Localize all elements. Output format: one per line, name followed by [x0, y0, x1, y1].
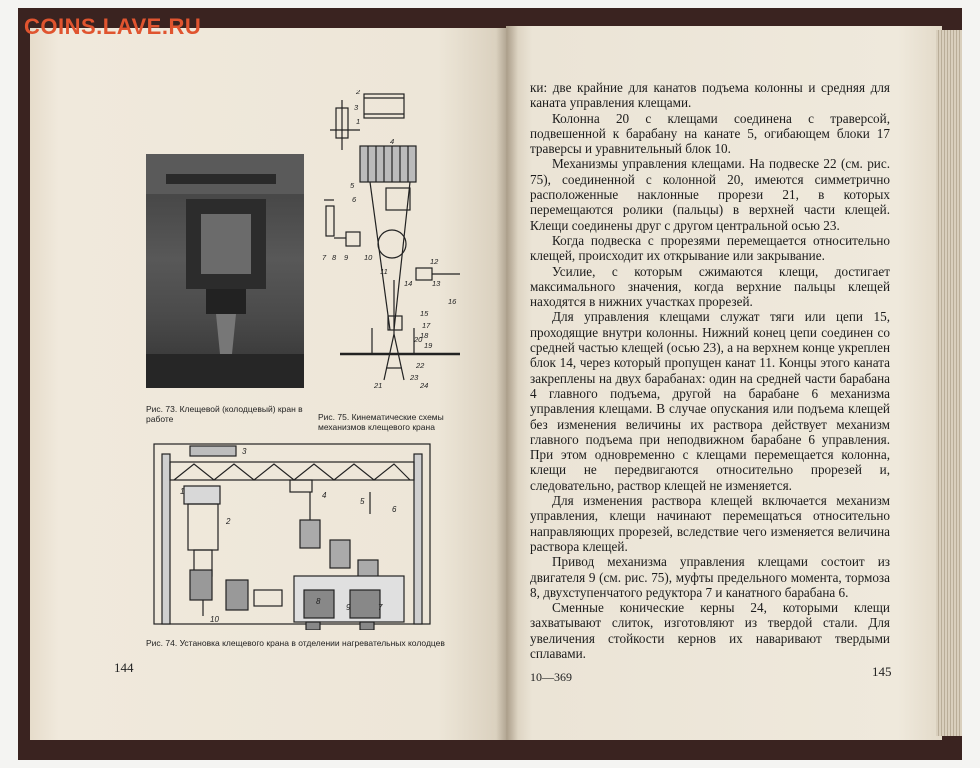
fig75-label: 9 [344, 253, 349, 262]
right-page-number: 145 [872, 664, 892, 679]
paragraph: Сменные конические керны 24, которыми клещи захватывают слиток, изготовляют из твердой стали. Для увеличения стойкости кернов их наваривают твердыми сплавами. [530, 600, 890, 661]
left-page-number: 144 [114, 660, 134, 675]
fig74-label: 3 [242, 447, 247, 456]
fig74-label: 7 [378, 603, 383, 612]
fig75-label: 20 [414, 335, 423, 344]
fig75-label: 17 [422, 321, 431, 330]
fig75-label: 19 [424, 341, 433, 350]
fig74-label: 8 [316, 597, 321, 606]
fig74-label: 9 [346, 603, 351, 612]
fig75-caption: Рис. 75. Кинематические схемы механизмов клещевого крана [318, 412, 444, 432]
printer-signature: 10—369 [530, 670, 572, 684]
book-gutter [496, 26, 518, 740]
fig74-installation-drawing [150, 440, 440, 630]
fig75-label: 18 [420, 331, 429, 340]
fig73-caption: Рис. 73. Клещевой (колодцевый) кран в работе [146, 404, 303, 424]
fig75-label: 4 [390, 137, 395, 146]
paragraph: Для управления клещами служат тяги или цепи 15, проходящие внутри колонны. Нижний конец цепи соединен со средней частью клещей (осью 23), а на верхнем конце укреплен блок 14, через который пропущен канат 11. Концы этого каната закреплены на двух барабанах: один на средней части барабана 4 главного подъема, другой на барабане 6 механизма управления клещами. В случае опускания или подъема клещей без изменения величины их раствора действует механизм главного подъема при неподвижном барабане 6 управления. При этом одновременно с клещами перемещается колонна, клещи не передвигаются относительно прорезей и, следовательно, раствор клещей не изменяется. [530, 309, 890, 493]
fig75-label: 12 [430, 257, 439, 266]
paragraph: Усилие, с которым сжимаются клещи, достигает максимального значения, когда верхние пальцы клещей находятся в нижних участках прорезей. [530, 263, 890, 310]
fig75-label: 5 [350, 181, 355, 190]
fig75-label: 7 [322, 253, 327, 262]
fig74-label: 4 [322, 491, 327, 500]
fig75-label: 21 [374, 381, 383, 390]
fig74-label: 10 [210, 615, 219, 624]
fig75-label: 1 [356, 117, 361, 126]
fig75-label: 6 [352, 195, 357, 204]
fig75-label: 23 [410, 373, 419, 382]
fig75-label: 11 [380, 267, 388, 276]
crane-photo-shapes [146, 154, 304, 388]
fig74-label: 5 [360, 497, 365, 506]
fig75-label: 10 [364, 253, 373, 262]
right-page-text [530, 80, 890, 661]
paragraph: ки: две крайние для канатов подъема колонны и средняя для каната управления клещами. [530, 80, 890, 111]
fig75-label: 22 [416, 361, 425, 370]
fig75-label: 16 [448, 297, 457, 306]
fig73-photo [146, 154, 304, 388]
watermark: COINS.LAVE.RU [24, 14, 202, 39]
fig74-label: 2 [226, 517, 231, 526]
fig75-label: 15 [420, 309, 429, 318]
fig74-label: 6 [392, 505, 397, 514]
page-edges [936, 30, 962, 736]
fig74-caption: Рис. 74. Установка клещевого крана в отделении нагревательных колодцев [146, 638, 445, 648]
fig74-label: 1 [180, 487, 185, 496]
fig75-label: 24 [420, 381, 429, 390]
paragraph: Привод механизма управления клещами состоит из двигателя 9 (см. рис. 75), муфты предельного момента, тормоза 8, двухступенчатого редуктора 7 и канатного барабана 6. [530, 554, 890, 600]
paragraph: Колонна 20 с клещами соединена с траверсой, подвешенной к барабану на канате 5, огибающем блоки 17 траверсы и уравнительный блок 10. [530, 110, 890, 157]
fig75-label: 3 [354, 103, 359, 112]
fig75-label: 8 [332, 253, 337, 262]
paragraph: Механизмы управления клещами. На подвеске 22 (см. рис. 75), соединенной с колонной 20, имеются симметрично расположенные наклонные прорези 21, в которых перемещаются ролики (пальцы) в верхней части клещей. Клещи соединены друг с другом центральной осью 23. [530, 156, 890, 233]
fig75-kinematic-scheme [320, 90, 470, 390]
fig75-label: 14 [404, 279, 413, 288]
paragraph: Для изменения раствора клещей включается механизм управления, клещи начинают перемещаться относительно направляющих прорезей, вследствие чего изменяется величина раствора клещей. [530, 493, 890, 554]
paragraph: Когда подвеска с прорезями перемещается относительно клещей, происходит их открывание или закрывание. [530, 232, 890, 264]
fig75-label: 2 [356, 90, 361, 96]
fig75-label: 13 [432, 279, 441, 288]
